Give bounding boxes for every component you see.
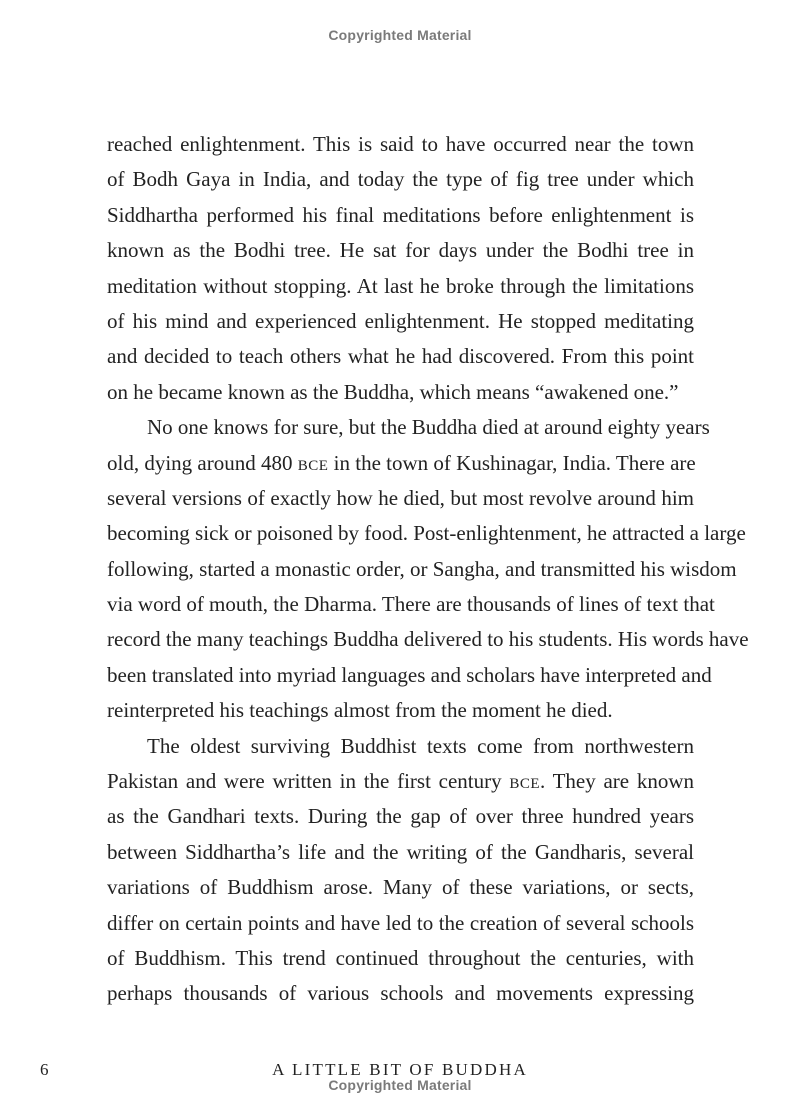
text-line: record the many teachings Buddha delivered to his students. His words have	[107, 627, 749, 652]
text-line: on he became known as the Buddha, which means “awakened one.”	[107, 379, 679, 404]
text-line: several versions of exactly how he died, but most revolve around him	[107, 485, 694, 510]
text-line: becoming sick or poisoned by food. Post-enlightenment, he attracted a large	[107, 521, 746, 546]
text-line: been translated into myriad languages and scholars have interpreted and	[107, 662, 712, 687]
paragraph	[107, 410, 749, 729]
page-number: 6	[40, 1060, 49, 1079]
text-line: Siddhartha performed his final meditations before enlightenment is	[107, 202, 694, 227]
text-line: via word of mouth, the Dharma. There are thousands of lines of text that	[107, 592, 715, 617]
text-line: reinterpreted his teachings almost from the moment he died.	[107, 698, 613, 723]
running-title: A LITTLE BIT OF BUDDHA	[272, 1060, 528, 1079]
text-line: old, dying around 480 bce in the town of Kushinagar, India. There are	[107, 450, 696, 475]
copyright-watermark-bottom: Copyrighted Material	[328, 1077, 472, 1093]
text-line: between Siddhartha’s life and the writing of the Gandharis, several	[107, 839, 694, 864]
text-line: of Bodh Gaya in India, and today the type of fig tree under which	[107, 167, 694, 192]
text-line: The oldest surviving Buddhist texts come from northwestern	[147, 733, 694, 758]
text-line: meditation without stopping. At last he broke through the limitations	[107, 273, 694, 298]
text-line: of his mind and experienced enlightenment. He stopped meditating	[107, 308, 694, 333]
text-line: No one knows for sure, but the Buddha died at around eighty years	[147, 415, 710, 440]
copyright-watermark-top: Copyrighted Material	[328, 27, 472, 43]
text-line: Pakistan and were written in the first century bce. They are known	[107, 769, 694, 794]
text-line: differ on certain points and have led to the creation of several schools	[107, 910, 694, 935]
page-body-text	[107, 127, 749, 1012]
text-line: perhaps thousands of various schools and movements expressing	[107, 981, 694, 1006]
text-line: as the Gandhari texts. During the gap of over three hundred years	[107, 804, 694, 829]
text-line: and decided to teach others what he had discovered. From this point	[107, 344, 694, 369]
text-line: reached enlightenment. This is said to have occurred near the town	[107, 132, 694, 156]
text-line: of Buddhism. This trend continued throughout the centuries, with	[107, 945, 694, 970]
text-line: variations of Buddhism arose. Many of these variations, or sects,	[107, 875, 694, 900]
text-line: following, started a monastic order, or Sangha, and transmitted his wisdom	[107, 556, 737, 581]
paragraph	[107, 127, 694, 410]
paragraph	[107, 729, 694, 1012]
era-abbreviation: bce	[297, 450, 329, 475]
text-line: known as the Bodhi tree. He sat for days under the Bodhi tree in	[107, 238, 694, 263]
era-abbreviation: bce	[509, 769, 541, 794]
